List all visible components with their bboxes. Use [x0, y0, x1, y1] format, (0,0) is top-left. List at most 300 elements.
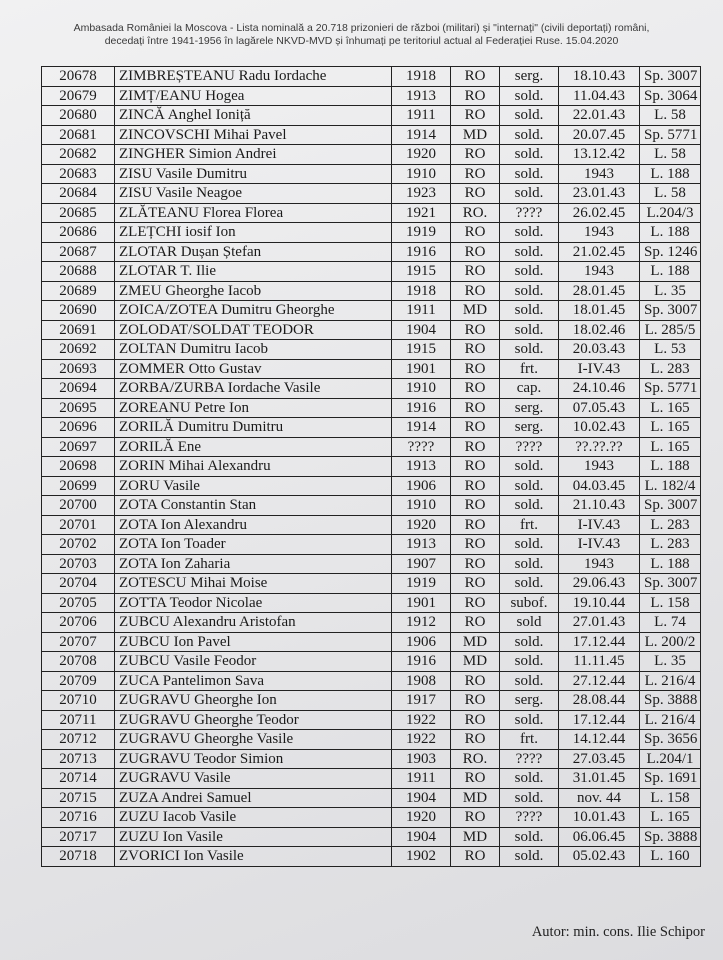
- record-number-cell: 20686: [42, 223, 115, 243]
- death-date-cell: 11.11.45: [559, 652, 640, 672]
- person-name-cell: ZOLTAN Dumitru Iacob: [115, 340, 392, 360]
- burial-location-cell: L. 53: [640, 340, 701, 360]
- country-code-cell: RO: [451, 574, 500, 594]
- country-code-cell: RO: [451, 106, 500, 126]
- country-code-cell: RO: [451, 418, 500, 438]
- military-rank-cell: sold.: [500, 574, 559, 594]
- death-date-cell: 17.12.44: [559, 710, 640, 730]
- birth-year-cell: 1908: [392, 671, 451, 691]
- table-row: [42, 457, 701, 477]
- birth-year-cell: 1901: [392, 359, 451, 379]
- country-code-cell: RO: [451, 457, 500, 477]
- military-rank-cell: sold.: [500, 554, 559, 574]
- birth-year-cell: 1913: [392, 535, 451, 555]
- person-name-cell: ZIMBREȘTEANU Radu Iordache: [115, 67, 392, 87]
- table-row: [42, 730, 701, 750]
- death-date-cell: 28.08.44: [559, 691, 640, 711]
- table-row: [42, 164, 701, 184]
- burial-location-cell: L. 165: [640, 418, 701, 438]
- person-name-cell: ZUZA Andrei Samuel: [115, 788, 392, 808]
- military-rank-cell: ????: [500, 808, 559, 828]
- military-rank-cell: sold.: [500, 184, 559, 204]
- military-rank-cell: sold.: [500, 457, 559, 477]
- death-date-cell: 21.02.45: [559, 242, 640, 262]
- country-code-cell: RO.: [451, 749, 500, 769]
- birth-year-cell: 1913: [392, 86, 451, 106]
- country-code-cell: RO: [451, 593, 500, 613]
- table-row: [42, 496, 701, 516]
- death-date-cell: ??.??.??: [559, 437, 640, 457]
- table-row: [42, 691, 701, 711]
- table-row: [42, 671, 701, 691]
- table-row: [42, 301, 701, 321]
- death-date-cell: 22.01.43: [559, 106, 640, 126]
- country-code-cell: RO: [451, 340, 500, 360]
- person-name-cell: ZUBCU Ion Pavel: [115, 632, 392, 652]
- record-number-cell: 20708: [42, 652, 115, 672]
- burial-location-cell: L. 188: [640, 457, 701, 477]
- death-date-cell: 18.01.45: [559, 301, 640, 321]
- military-rank-cell: frt.: [500, 515, 559, 535]
- birth-year-cell: ????: [392, 437, 451, 457]
- country-code-cell: RO: [451, 320, 500, 340]
- record-number-cell: 20706: [42, 613, 115, 633]
- birth-year-cell: 1904: [392, 827, 451, 847]
- country-code-cell: RO: [451, 671, 500, 691]
- person-name-cell: ZUGRAVU Vasile: [115, 769, 392, 789]
- burial-location-cell: L. 285/5: [640, 320, 701, 340]
- table-row: [42, 340, 701, 360]
- person-name-cell: ZOTTA Teodor Nicolae: [115, 593, 392, 613]
- country-code-cell: RO: [451, 164, 500, 184]
- country-code-cell: RO: [451, 515, 500, 535]
- country-code-cell: RO: [451, 223, 500, 243]
- table-row: [42, 281, 701, 301]
- record-number-cell: 20707: [42, 632, 115, 652]
- military-rank-cell: ????: [500, 749, 559, 769]
- person-name-cell: ZUGRAVU Gheorghe Teodor: [115, 710, 392, 730]
- death-date-cell: 19.10.44: [559, 593, 640, 613]
- record-number-cell: 20715: [42, 788, 115, 808]
- birth-year-cell: 1922: [392, 730, 451, 750]
- table-row: [42, 749, 701, 769]
- burial-location-cell: Sp. 3007: [640, 67, 701, 87]
- burial-location-cell: L. 35: [640, 652, 701, 672]
- birth-year-cell: 1919: [392, 574, 451, 594]
- record-number-cell: 20714: [42, 769, 115, 789]
- military-rank-cell: sold.: [500, 535, 559, 555]
- record-number-cell: 20711: [42, 710, 115, 730]
- person-name-cell: ZOMMER Otto Gustav: [115, 359, 392, 379]
- death-date-cell: I-IV.43: [559, 359, 640, 379]
- birth-year-cell: 1910: [392, 164, 451, 184]
- burial-location-cell: L. 58: [640, 145, 701, 165]
- birth-year-cell: 1915: [392, 262, 451, 282]
- military-rank-cell: sold.: [500, 86, 559, 106]
- birth-year-cell: 1902: [392, 847, 451, 867]
- burial-location-cell: Sp. 3007: [640, 301, 701, 321]
- military-rank-cell: sold.: [500, 671, 559, 691]
- person-name-cell: ZUGRAVU Gheorghe Ion: [115, 691, 392, 711]
- person-name-cell: ZVORICI Ion Vasile: [115, 847, 392, 867]
- table-row: [42, 515, 701, 535]
- record-number-cell: 20705: [42, 593, 115, 613]
- burial-location-cell: Sp. 5771: [640, 379, 701, 399]
- table-row: [42, 535, 701, 555]
- birth-year-cell: 1918: [392, 281, 451, 301]
- military-rank-cell: sold.: [500, 788, 559, 808]
- country-code-cell: RO: [451, 496, 500, 516]
- burial-location-cell: L. 188: [640, 554, 701, 574]
- record-number-cell: 20702: [42, 535, 115, 555]
- record-number-cell: 20710: [42, 691, 115, 711]
- record-number-cell: 20695: [42, 398, 115, 418]
- record-number-cell: 20690: [42, 301, 115, 321]
- death-date-cell: 26.02.45: [559, 203, 640, 223]
- death-date-cell: I-IV.43: [559, 515, 640, 535]
- birth-year-cell: 1907: [392, 554, 451, 574]
- person-name-cell: ZISU Vasile Dumitru: [115, 164, 392, 184]
- birth-year-cell: 1915: [392, 340, 451, 360]
- death-date-cell: 1943: [559, 262, 640, 282]
- record-number-cell: 20683: [42, 164, 115, 184]
- record-number-cell: 20717: [42, 827, 115, 847]
- death-date-cell: 11.04.43: [559, 86, 640, 106]
- person-name-cell: ZOTA Ion Toader: [115, 535, 392, 555]
- record-number-cell: 20693: [42, 359, 115, 379]
- person-name-cell: ZINCĂ Anghel Ioniță: [115, 106, 392, 126]
- table-row: [42, 827, 701, 847]
- country-code-cell: RO: [451, 808, 500, 828]
- record-number-cell: 20713: [42, 749, 115, 769]
- table-row: [42, 379, 701, 399]
- person-name-cell: ZORBA/ZURBA Iordache Vasile: [115, 379, 392, 399]
- record-number-cell: 20681: [42, 125, 115, 145]
- military-rank-cell: serg.: [500, 418, 559, 438]
- birth-year-cell: 1910: [392, 379, 451, 399]
- record-number-cell: 20685: [42, 203, 115, 223]
- burial-location-cell: L. 165: [640, 808, 701, 828]
- burial-location-cell: L. 165: [640, 437, 701, 457]
- person-name-cell: ZUZU Ion Vasile: [115, 827, 392, 847]
- person-name-cell: ZMEU Gheorghe Iacob: [115, 281, 392, 301]
- header-line-1: Ambasada României la Moscova - Lista nominală a 20.718 prizonieri de război (militari) și "internați" (civili deportați) români,: [73, 22, 650, 34]
- record-number-cell: 20704: [42, 574, 115, 594]
- death-date-cell: 27.01.43: [559, 613, 640, 633]
- military-rank-cell: serg.: [500, 691, 559, 711]
- birth-year-cell: 1916: [392, 242, 451, 262]
- birth-year-cell: 1917: [392, 691, 451, 711]
- birth-year-cell: 1913: [392, 457, 451, 477]
- country-code-cell: RO: [451, 554, 500, 574]
- person-name-cell: ZOLODAT/SOLDAT TEODOR: [115, 320, 392, 340]
- burial-location-cell: L. 200/2: [640, 632, 701, 652]
- table-row: [42, 125, 701, 145]
- prisoner-register-table: [41, 66, 701, 867]
- burial-location-cell: L. 216/4: [640, 671, 701, 691]
- birth-year-cell: 1918: [392, 67, 451, 87]
- country-code-cell: RO: [451, 613, 500, 633]
- military-rank-cell: sold.: [500, 301, 559, 321]
- military-rank-cell: sold.: [500, 827, 559, 847]
- military-rank-cell: frt.: [500, 359, 559, 379]
- birth-year-cell: 1904: [392, 320, 451, 340]
- military-rank-cell: subof.: [500, 593, 559, 613]
- military-rank-cell: ????: [500, 437, 559, 457]
- record-number-cell: 20692: [42, 340, 115, 360]
- country-code-cell: RO: [451, 769, 500, 789]
- burial-location-cell: Sp. 1691: [640, 769, 701, 789]
- person-name-cell: ZLOTAR Dușan Ștefan: [115, 242, 392, 262]
- military-rank-cell: serg.: [500, 67, 559, 87]
- military-rank-cell: sold.: [500, 145, 559, 165]
- header-line-2: decedați între 1941-1956 în lagărele NKVD-MVD și înhumați pe teritoriul actual al Federației Ruse. 15.04.2020: [104, 35, 619, 47]
- record-number-cell: 20716: [42, 808, 115, 828]
- record-number-cell: 20694: [42, 379, 115, 399]
- table-row: [42, 398, 701, 418]
- table-row: [42, 86, 701, 106]
- birth-year-cell: 1904: [392, 788, 451, 808]
- table-row: [42, 106, 701, 126]
- country-code-cell: MD: [451, 827, 500, 847]
- birth-year-cell: 1901: [392, 593, 451, 613]
- record-number-cell: 20697: [42, 437, 115, 457]
- country-code-cell: RO: [451, 281, 500, 301]
- birth-year-cell: 1923: [392, 184, 451, 204]
- country-code-cell: RO: [451, 730, 500, 750]
- table-row: [42, 437, 701, 457]
- country-code-cell: MD: [451, 788, 500, 808]
- military-rank-cell: sold.: [500, 262, 559, 282]
- country-code-cell: MD: [451, 301, 500, 321]
- record-number-cell: 20700: [42, 496, 115, 516]
- death-date-cell: 23.01.43: [559, 184, 640, 204]
- record-number-cell: 20699: [42, 476, 115, 496]
- person-name-cell: ZOTESCU Mihai Moise: [115, 574, 392, 594]
- death-date-cell: 1943: [559, 223, 640, 243]
- death-date-cell: 1943: [559, 164, 640, 184]
- record-number-cell: 20684: [42, 184, 115, 204]
- table-row: [42, 554, 701, 574]
- birth-year-cell: 1916: [392, 398, 451, 418]
- record-number-cell: 20718: [42, 847, 115, 867]
- burial-location-cell: Sp. 3656: [640, 730, 701, 750]
- death-date-cell: 18.02.46: [559, 320, 640, 340]
- burial-location-cell: L. 58: [640, 184, 701, 204]
- record-number-cell: 20701: [42, 515, 115, 535]
- table-row: [42, 476, 701, 496]
- person-name-cell: ZORILĂ Ene: [115, 437, 392, 457]
- death-date-cell: 10.01.43: [559, 808, 640, 828]
- country-code-cell: RO: [451, 262, 500, 282]
- person-name-cell: ZLEȚCHI iosif Ion: [115, 223, 392, 243]
- death-date-cell: 05.02.43: [559, 847, 640, 867]
- death-date-cell: 10.02.43: [559, 418, 640, 438]
- country-code-cell: RO: [451, 86, 500, 106]
- burial-location-cell: L. 158: [640, 593, 701, 613]
- birth-year-cell: 1903: [392, 749, 451, 769]
- military-rank-cell: sold.: [500, 652, 559, 672]
- burial-location-cell: L. 35: [640, 281, 701, 301]
- military-rank-cell: frt.: [500, 730, 559, 750]
- record-number-cell: 20709: [42, 671, 115, 691]
- record-number-cell: 20687: [42, 242, 115, 262]
- birth-year-cell: 1914: [392, 125, 451, 145]
- burial-location-cell: L. 182/4: [640, 476, 701, 496]
- death-date-cell: I-IV.43: [559, 535, 640, 555]
- record-number-cell: 20691: [42, 320, 115, 340]
- birth-year-cell: 1906: [392, 476, 451, 496]
- death-date-cell: 18.10.43: [559, 67, 640, 87]
- person-name-cell: ZINCOVSCHI Mihai Pavel: [115, 125, 392, 145]
- burial-location-cell: L. 165: [640, 398, 701, 418]
- country-code-cell: RO: [451, 359, 500, 379]
- person-name-cell: ZUCA Pantelimon Sava: [115, 671, 392, 691]
- burial-location-cell: L. 160: [640, 847, 701, 867]
- death-date-cell: 31.01.45: [559, 769, 640, 789]
- death-date-cell: 07.05.43: [559, 398, 640, 418]
- death-date-cell: 24.10.46: [559, 379, 640, 399]
- burial-location-cell: Sp. 3007: [640, 574, 701, 594]
- country-code-cell: MD: [451, 652, 500, 672]
- table-row: [42, 184, 701, 204]
- military-rank-cell: cap.: [500, 379, 559, 399]
- record-number-cell: 20678: [42, 67, 115, 87]
- death-date-cell: 14.12.44: [559, 730, 640, 750]
- military-rank-cell: sold: [500, 613, 559, 633]
- death-date-cell: 17.12.44: [559, 632, 640, 652]
- burial-location-cell: L. 188: [640, 223, 701, 243]
- table-row: [42, 262, 701, 282]
- table-row: [42, 67, 701, 87]
- birth-year-cell: 1914: [392, 418, 451, 438]
- death-date-cell: 1943: [559, 554, 640, 574]
- record-number-cell: 20696: [42, 418, 115, 438]
- country-code-cell: RO: [451, 67, 500, 87]
- document-header: [0, 22, 723, 48]
- burial-location-cell: L. 216/4: [640, 710, 701, 730]
- burial-location-cell: L. 74: [640, 613, 701, 633]
- table-row: [42, 808, 701, 828]
- military-rank-cell: sold.: [500, 496, 559, 516]
- burial-location-cell: L.204/3: [640, 203, 701, 223]
- military-rank-cell: sold.: [500, 340, 559, 360]
- country-code-cell: RO: [451, 476, 500, 496]
- person-name-cell: ZUGRAVU Teodor Simion: [115, 749, 392, 769]
- table-row: [42, 418, 701, 438]
- birth-year-cell: 1919: [392, 223, 451, 243]
- burial-location-cell: L. 158: [640, 788, 701, 808]
- death-date-cell: 27.12.44: [559, 671, 640, 691]
- table-row: [42, 320, 701, 340]
- burial-location-cell: Sp. 3888: [640, 827, 701, 847]
- person-name-cell: ZOTA Ion Zaharia: [115, 554, 392, 574]
- person-name-cell: ZOICA/ZOTEA Dumitru Gheorghe: [115, 301, 392, 321]
- person-name-cell: ZUBCU Alexandru Aristofan: [115, 613, 392, 633]
- table-row: [42, 223, 701, 243]
- person-name-cell: ZISU Vasile Neagoe: [115, 184, 392, 204]
- military-rank-cell: sold.: [500, 125, 559, 145]
- person-name-cell: ZORIN Mihai Alexandru: [115, 457, 392, 477]
- table-row: [42, 847, 701, 867]
- country-code-cell: RO: [451, 145, 500, 165]
- country-code-cell: MD: [451, 125, 500, 145]
- record-number-cell: 20703: [42, 554, 115, 574]
- birth-year-cell: 1911: [392, 106, 451, 126]
- death-date-cell: 28.01.45: [559, 281, 640, 301]
- table-row: [42, 652, 701, 672]
- military-rank-cell: sold.: [500, 710, 559, 730]
- birth-year-cell: 1916: [392, 652, 451, 672]
- burial-location-cell: Sp. 3064: [640, 86, 701, 106]
- military-rank-cell: serg.: [500, 398, 559, 418]
- birth-year-cell: 1906: [392, 632, 451, 652]
- death-date-cell: 20.03.43: [559, 340, 640, 360]
- death-date-cell: nov. 44: [559, 788, 640, 808]
- death-date-cell: 20.07.45: [559, 125, 640, 145]
- military-rank-cell: sold.: [500, 847, 559, 867]
- table-row: [42, 203, 701, 223]
- person-name-cell: ZLOTAR T. Ilie: [115, 262, 392, 282]
- person-name-cell: ZUBCU Vasile Feodor: [115, 652, 392, 672]
- table-row: [42, 769, 701, 789]
- birth-year-cell: 1910: [392, 496, 451, 516]
- birth-year-cell: 1912: [392, 613, 451, 633]
- death-date-cell: 06.06.45: [559, 827, 640, 847]
- military-rank-cell: sold.: [500, 242, 559, 262]
- country-code-cell: RO: [451, 535, 500, 555]
- military-rank-cell: sold.: [500, 164, 559, 184]
- person-name-cell: ZUGRAVU Gheorghe Vasile: [115, 730, 392, 750]
- table-row: [42, 613, 701, 633]
- record-number-cell: 20689: [42, 281, 115, 301]
- country-code-cell: RO: [451, 379, 500, 399]
- burial-location-cell: Sp. 1246: [640, 242, 701, 262]
- author-credit: Autor: min. cons. Ilie Schipor: [531, 924, 705, 940]
- country-code-cell: RO: [451, 242, 500, 262]
- burial-location-cell: L.204/1: [640, 749, 701, 769]
- country-code-cell: RO.: [451, 203, 500, 223]
- person-name-cell: ZIMȚ/EANU Hogea: [115, 86, 392, 106]
- birth-year-cell: 1920: [392, 515, 451, 535]
- birth-year-cell: 1920: [392, 808, 451, 828]
- birth-year-cell: 1921: [392, 203, 451, 223]
- death-date-cell: 13.12.42: [559, 145, 640, 165]
- military-rank-cell: sold.: [500, 281, 559, 301]
- birth-year-cell: 1911: [392, 769, 451, 789]
- birth-year-cell: 1922: [392, 710, 451, 730]
- country-code-cell: RO: [451, 691, 500, 711]
- person-name-cell: ZOTA Ion Alexandru: [115, 515, 392, 535]
- person-name-cell: ZLĂTEANU Florea Florea: [115, 203, 392, 223]
- table-row: [42, 242, 701, 262]
- country-code-cell: RO: [451, 437, 500, 457]
- person-name-cell: ZINGHER Simion Andrei: [115, 145, 392, 165]
- death-date-cell: 29.06.43: [559, 574, 640, 594]
- military-rank-cell: sold.: [500, 476, 559, 496]
- table-row: [42, 710, 701, 730]
- person-name-cell: ZOTA Constantin Stan: [115, 496, 392, 516]
- burial-location-cell: Sp. 5771: [640, 125, 701, 145]
- burial-location-cell: L. 283: [640, 535, 701, 555]
- birth-year-cell: 1920: [392, 145, 451, 165]
- country-code-cell: RO: [451, 847, 500, 867]
- record-number-cell: 20688: [42, 262, 115, 282]
- country-code-cell: RO: [451, 184, 500, 204]
- country-code-cell: RO: [451, 710, 500, 730]
- record-number-cell: 20680: [42, 106, 115, 126]
- burial-location-cell: L. 283: [640, 515, 701, 535]
